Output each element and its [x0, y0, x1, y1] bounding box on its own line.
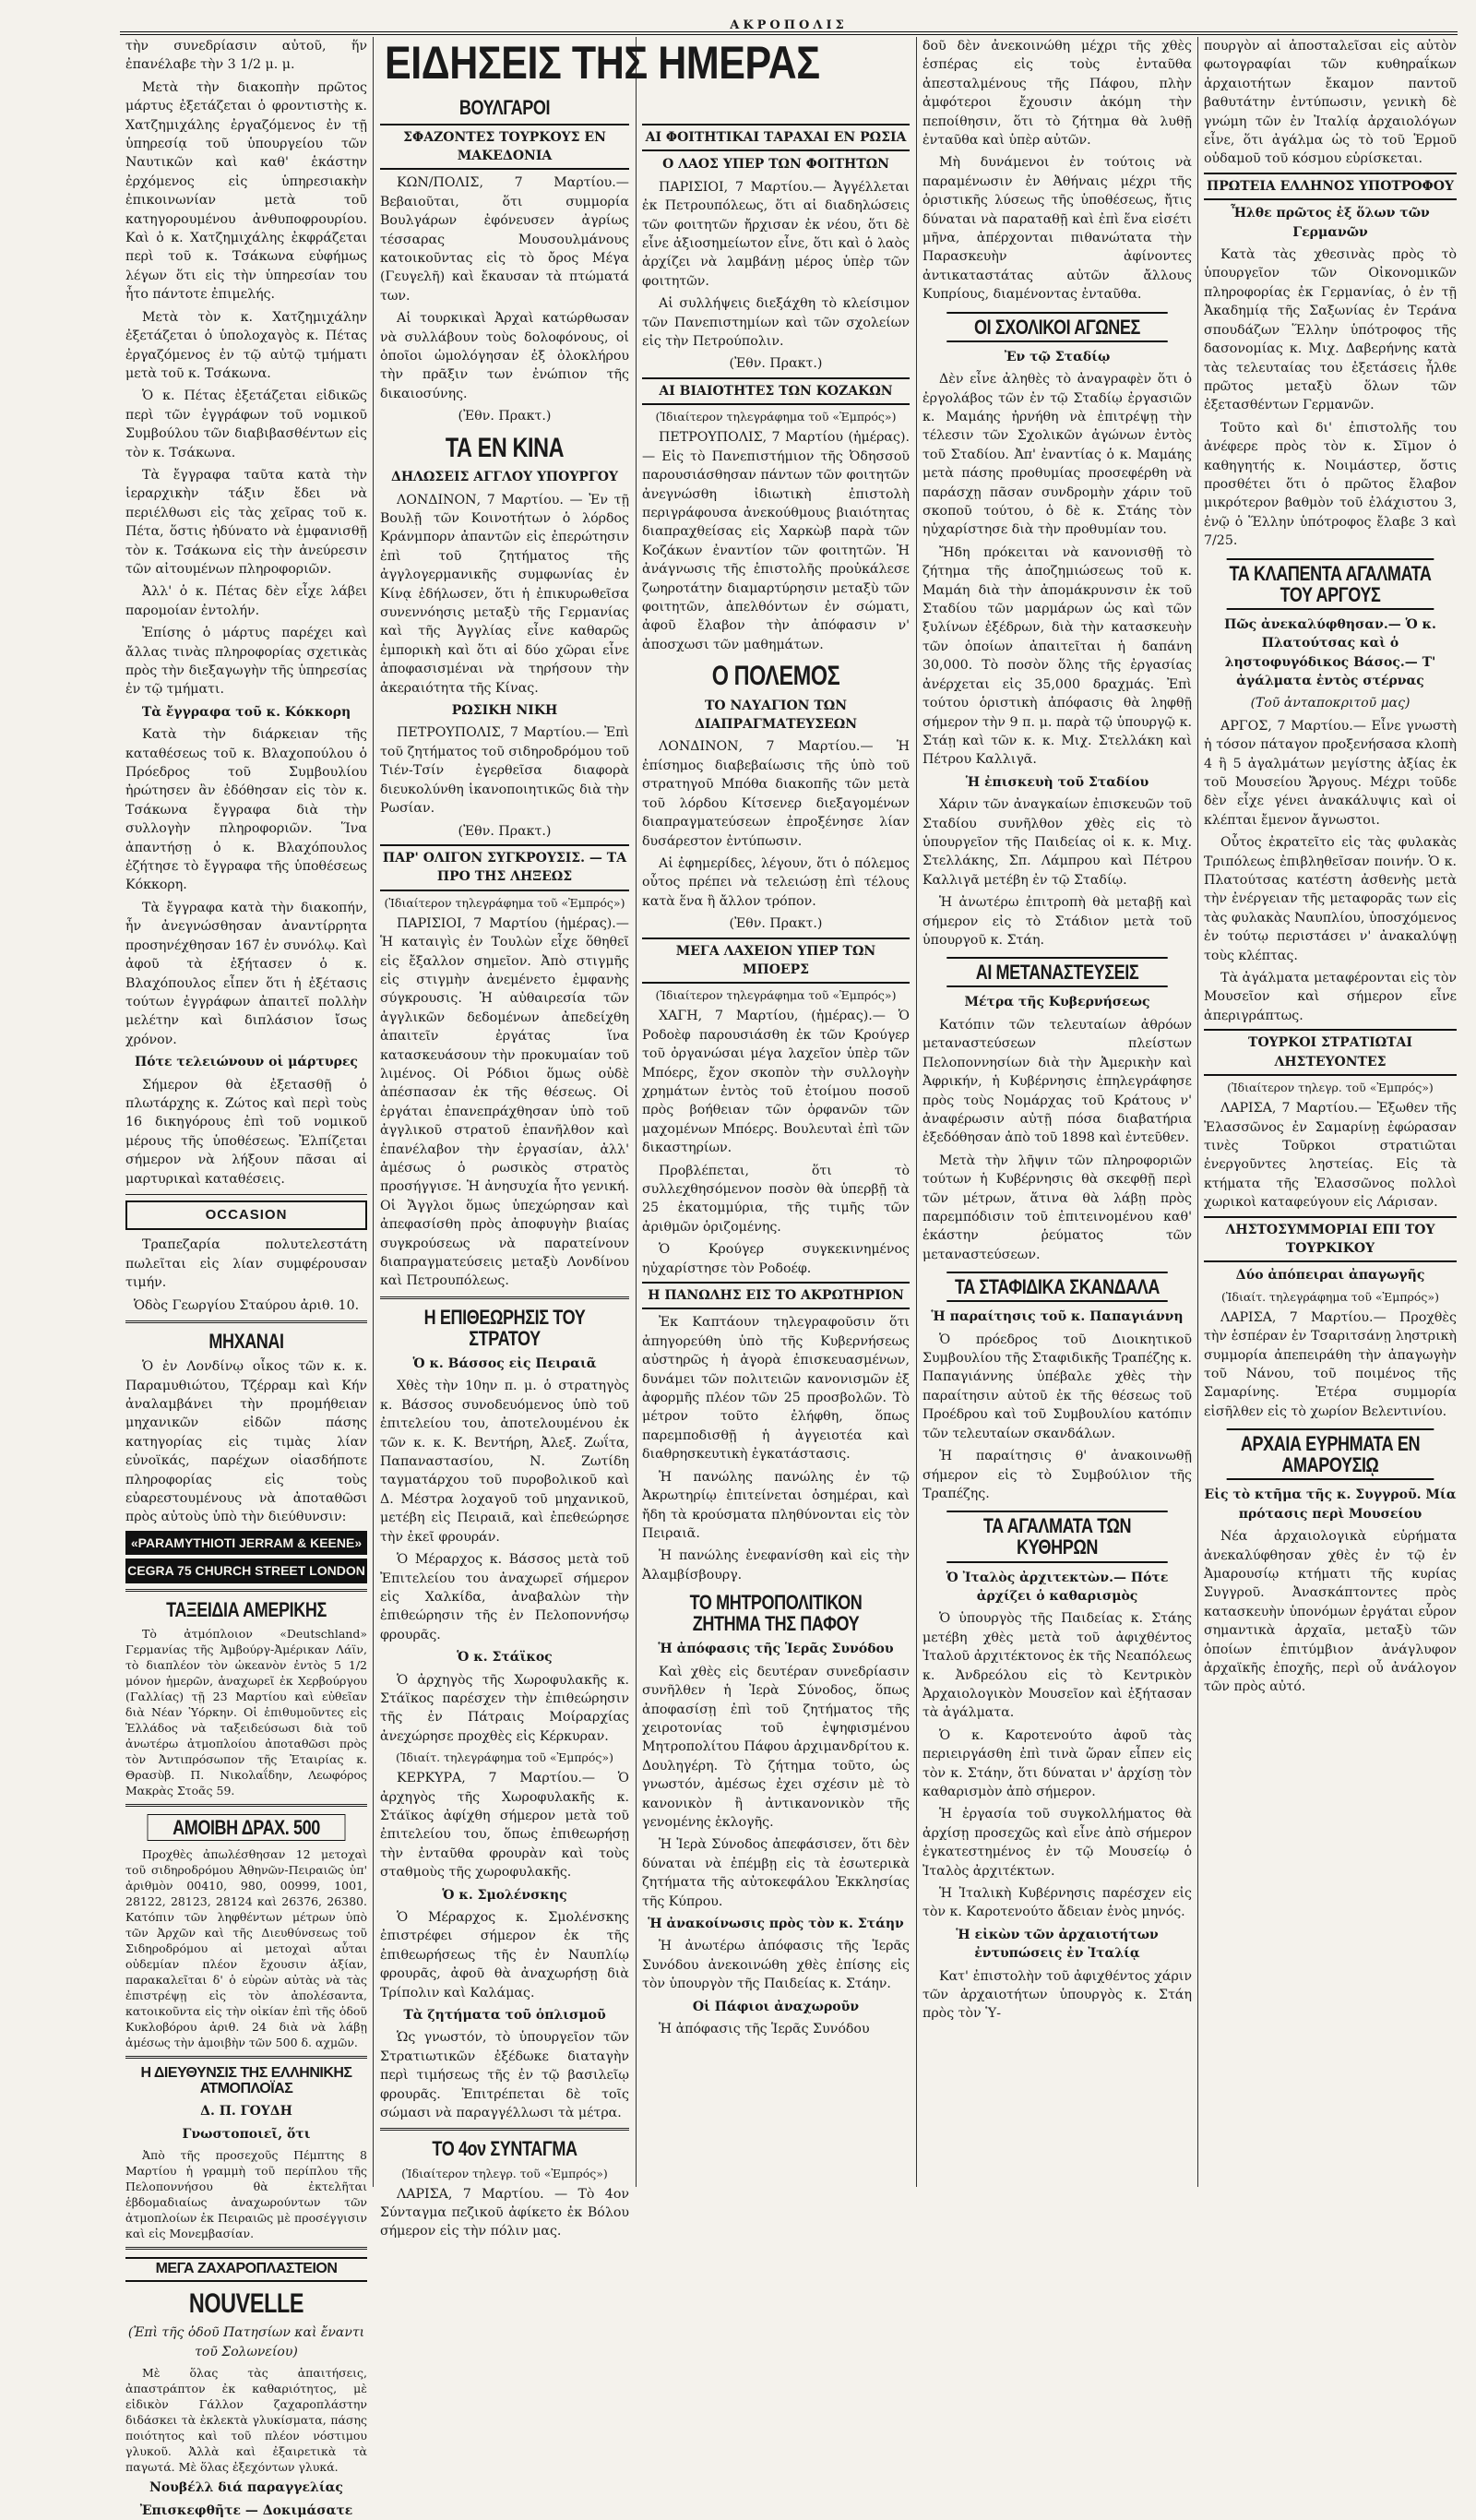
ad-title: OCCASION: [125, 1200, 367, 1230]
source: (Ἰδιαίτ. τηλεγράφημα τοῦ «Ἐμπρός»): [396, 1750, 613, 1765]
source: (Ἰδιαίτερον τηλεγρ. τοῦ «Ἐμπρός»): [401, 2166, 608, 2180]
divider: [380, 2128, 629, 2131]
paragraph: Τὰ ἔγγραφα ταῦτα κατὰ τὴν ἱεραρχικὴν τάξιν ἔδει νὰ περιέλθωσι εἰς τὰς χεῖρας τοῦ κ. Πέτα, ὅστις ἠδύνατο νὰ ἐμφανισθῇ τὸν κ. Τσάκωνα εἰς τὴν ἀνεύρεσιν τῶν αἰτουμένων πληροφοριῶν.: [125, 467, 367, 577]
paragraph: Ἡ πανώλης πανώλης ἐν τῷ Ἀκρωτηρίῳ ἐπιτείνεται ὁσημέραι, καὶ ἤδη τὰ κρούσματα πληθύνονται εἰς τὸν Πειραιᾶ.: [642, 1469, 910, 1541]
paragraph: Χάριν τῶν ἀναγκαίων ἐπισκευῶν τοῦ Σταδίου συνῆλθον χθὲς εἰς τὸ ὑπουργεῖον τῆς Παιδείας οἱ κ. κ. Μιχ. Στελλάκης, Σπ. Λάμπρου καὶ Πέτρου Καλλιγᾶ μετέβη ἐν τῷ Σταδίῳ.: [922, 797, 1192, 888]
column-5: [1204, 37, 1457, 2187]
paragraph: Μὴ δυνάμενοι ἐν τούτοις νὰ παραμένωσιν ἐν Ἀθήναις μέχρι τῆς ὁριστικῆς λύσεως τῆς ὑποθέσεως, ἤτις δύναται νὰ παραταθῇ καὶ ἐπὶ ἕνα εἰσέτι μῆνα, ἀπέρχονται πιθανώτατα τὴν Παρασκευὴν ἀφίνοντες ἀντικαταστάτας αὐτῶν ἄλλους Κυπρίους, διαμένοντας ἐνταῦθα.: [922, 155, 1192, 303]
paragraph: Ὁ κ. Καροτενούτο ἀφοῦ τὰς περιειργάσθη ἐπὶ τινὰ ὥραν εἶπεν εἰς τὸν κ. Στάην, ὅτι δύναται ν' ἀρχίσῃ τὸν καθαρισμὸν ἀπὸ σήμερον.: [922, 1727, 1192, 1799]
headline: ΒΟΥΛΓΑΡΟΙ: [458, 95, 551, 119]
subheadline: ΤΟ ΝΑΥΑΓΙΟΝ ΤΩΝ ΔΙΑΠΡΑΓΜΑΤΕΥΣΕΩΝ: [694, 698, 858, 733]
source: (Ἐθν. Πρακτ.): [458, 823, 552, 839]
headline: ΛΗΣΤΟΣΥΜΜΟΡΙΑΙ ΕΠΙ ΤΟΥ ΤΟΥΡΚΙΚΟΥ: [1204, 1216, 1457, 1263]
subheadline: Ἡ παραίτησις τοῦ κ. Παπαγιάννη: [931, 1309, 1184, 1325]
paragraph: ΛΑΡΙΣΑ, 7 Μαρτίου.— Προχθὲς τὴν ἑσπέραν ἐν Τσαριτσάνῃ ληστρικὴ συμμορία ἀπεπειράθη τὴν ἀπαγωγὴν τοῦ Νάνου, τοῦ ποιμένος τῆς Σαμαρίνης. Ἐτέρα συμμορία εἰσῆλθεν εἰς τὸ χωρίον Βελεντινίου.: [1204, 1309, 1457, 1419]
headline: ΤΑ ΣΤΑΦΙΔΙΚΑ ΣΚΑΝΔΑΛΑ: [946, 1272, 1167, 1302]
source: (Ἐθν. Πρακτ.): [729, 916, 823, 932]
source: (Ἰδιαίτερον τηλεγρ. τοῦ «Ἐμπρός»): [1227, 1081, 1434, 1095]
paragraph: Ἀπὸ τῆς προσεχοῦς Πέμπτης 8 Μαρτίου ἡ γραμμὴ τοῦ περίπλου τῆς Πελοποννήσου θὰ ἐκτελῆται ἑβδομαδιαίως ἀναχωρούντων τῶν ἀτμοπλοίων ἐκ Πειραιῶς μὲ προσέγγισιν καὶ εἰς Μονεμβασίαν.: [125, 2148, 367, 2241]
paragraph: Ἡ πανώλης ἐνεφανίσθη καὶ εἰς τὴν Ἀλαμβίσβουργ.: [642, 1548, 910, 1582]
paragraph: Αἱ ἐφημερίδες, λέγουν, ὅτι ὁ πόλεμος οὗτος πρέπει νὰ τελειώσῃ ἐπὶ τέλους κατὰ ἕνα ἢ ἄλλον τρόπον.: [642, 855, 910, 909]
paragraph: Ἡ Ἰταλικὴ Κυβέρνησις παρέσχεν εἰς τὸν κ. Καροτενούτο ἄδειαν ἑνὸς μηνός.: [922, 1886, 1192, 1920]
ad-subtitle: Δ. Π. ΓΟΥΔΗ: [200, 2104, 292, 2120]
paragraph: ΛΟΝΔΙΝΟΝ, 7 Μαρτίου.— Ἡ ἐπίσημος διαβεβαίωσις τῆς ὑπὸ τοῦ στρατηγοῦ Μπόθα διακοπῆς τῶν μετὰ τοῦ λόρδου Κίτσενερ διεξαγομένων διαπραγματεύσεων ἐπροξένησε λίαν δυσάρεστον ἐντύπωσιν.: [642, 739, 910, 849]
paragraph: Μετὰ τὴν λῆψιν τῶν πληροφοριῶν τούτων ἡ Κυβέρνησις θὰ σκεφθῇ περὶ τῶν μέτρων, ἅτινα θὰ λάβῃ πρὸς παρεμπόδισιν τοῦ ἐπιτεινομένου καθ' ἑκάστην ῥεύματος τῶν μεταναστεύσεων.: [922, 1153, 1192, 1262]
paragraph: Κατὰ τὴν διάρκειαν τῆς καταθέσεως τοῦ κ. Βλαχοπούλου ὁ Πρόεδρος τοῦ Συμβουλίου ἠρώτησεν ἂν ἐδόθησαν εἰς τὸν κ. Τσάκωνα ἔγγραφα διὰ τὴν συλλογὴν πληροφοριῶν. Ἵνα ἀπαντήσῃ ὁ κ. Βλαχόπουλος ἐζήτησε τὸ ἔγγραφα τῆς ὑποθέσεως Κόκκορη.: [125, 727, 367, 893]
paragraph: Μετὰ τὴν διακοπὴν πρῶτος μάρτυς ἐξετάζεται ὁ φροντιστὴς κ. Χατζημιχάλης ἐργαζόμενος ἐν τῇ ὑπηρεσίᾳ τοῦ ὑπουργείου τῶν Ναυτικῶν καὶ καθ' ἑκάστην ἐρχόμενος εἰς ὑπηρεσιακὴν ἐπικοινωνίαν μετὰ τοῦ κατηγορουμένου ἀνθυποφρουρίου. Καὶ ὁ κ. Χατζημιχάλης ἐκφράζεται περὶ τοῦ κ. Τσάκωνα εὐφήμως λέγων ὅτι εἰς τὴν ὑπηρεσίαν του ἦτο πάντοτε ἐπιμελής.: [125, 79, 367, 303]
paragraph: Τὰ ἔγγραφα κατὰ τὴν διακοπήν, ἦν ἀνεγνώσθησαν ἀναντίρρητα προσηνέχθησαν 167 ἐν συνόλῳ. Καὶ ἀφοῦ τὰ ἐξήτασεν ὁ κ. Βλαχόπουλος εἶπεν ὅτι ἡ ἐξέτασις τούτων ἐγγράφων ἀπαιτεῖ πολλὴν μελέτην καὶ διπλάσιον ἴσως χρόνον.: [125, 900, 367, 1047]
headline: ΤΑ ΑΓΑΛΜΑΤΑ ΤΩΝ ΚΥΘΗΡΩΝ: [946, 1511, 1167, 1562]
paragraph: Οὗτος ἐκρατεῖτο εἰς τὰς φυλακὰς Τριπόλεως ἐπιβληθεῖσαν ποινήν. Ὁ κ. Πλατούτσας κατέστη ἀσθενὴς μετὰ τὴν ἐνέργειαν τῆς μεταφορᾶς των εἰς τὰς φυλακὰς Ναυπλίου, ὑποσχόμενος ἐν τούτῳ περιστάσει ν' ἀνακαλύψῃ τοὺς κλέπτας.: [1204, 835, 1457, 963]
subheadline: Τὰ ζητήματα τοῦ ὁπλισμοῦ: [403, 2008, 606, 2024]
column-rule: [1197, 37, 1198, 2187]
paragraph: Μὲ ὅλας τὰς ἀπαιτήσεις, ἀπαστράπτον ἐκ καθαριότητος, μὲ εἰδικὸν Γάλλον ζαχαροπλάστην διδάσκει τὰ ἐκλεκτὰ γλυκίσματα, πάσης ποιότητος καὶ τοῦ πλέον νόστιμου γλυκοῦ. Ἀλλὰ καὶ ἐξαιρετικὰ τὰ παγωτά. Μὲ ὅλας ἐξεχόντων γλυκά.: [125, 2366, 367, 2475]
column-rule: [373, 37, 374, 2187]
ad-footer: Νουβέλλ διά παραγγελίας: [149, 2480, 343, 2496]
divider: [125, 1589, 367, 1592]
paragraph: Τραπεζαρία πολυτελεστάτη πωλεῖται εἰς λίαν συμφέρουσαν τιμήν.: [125, 1237, 367, 1291]
paragraph: ΠΑΡΙΣΙΟΙ, 7 Μαρτίου.— Ἀγγέλλεται ἐκ Πετρουπόλεως, ὅτι αἱ διαδηλώσεις τῶν φοιτητῶν ἤρχισαν ἐκ νέου, ὅτι δὲ εἶνε ἀξιοσημείωτον εἶνε, ὅτι καὶ ὁ λαὸς ἀρχίζει νὰ λαμβάνῃ μέρος ὑπὲρ τῶν φοιτητῶν.: [642, 179, 910, 289]
divider: [380, 1296, 629, 1299]
paragraph: Προβλέπεται, ὅτι τὸ συλλεχθησόμενον ποσὸν θὰ ὑπερβῇ τὰ 25 ἑκατομμύρια, τῆς τιμῆς τῶν ἀριθμῶν ὁριζομένης.: [642, 1163, 910, 1235]
source: (Τοῦ ἀνταποκριτοῦ μας): [1250, 696, 1411, 711]
paragraph: τὴν συνεδρίασιν αὐτοῦ, ἥν ἐπανέλαβε τὴν 3 1/2 μ. μ.: [125, 39, 367, 73]
headline: Ο ΠΟΛΕΜΟΣ: [711, 661, 840, 692]
masthead: ΑΚΡΟΠΟΛΙΣ: [120, 18, 1458, 35]
paragraph: Ἡ ἀπόφασις τῆς Ἱερᾶς Συνόδου: [659, 2022, 870, 2037]
paragraph: Τὰ ἀγάλματα μεταφέρονται εἰς τὸν Μουσεῖον καὶ σήμερον εἶνε ἀπεριγράπτως.: [1204, 971, 1457, 1023]
column-3: [642, 120, 910, 2187]
column-rule: [916, 37, 917, 2187]
ad-footer: Ἐπισκεφθῆτε — Δοκιμάσατε: [139, 2502, 353, 2518]
headline: ΠΑΡ' ΟΛΙΓΟΝ ΣΥΓΚΡΟΥΣΙΣ. — ΤΑ ΠΡΟ ΤΗΣ ΛΗΞΕΩΣ: [380, 844, 629, 891]
subheadline: Εἰς τὸ κτῆμα τῆς κ. Συγγροῦ. Μία πρότασις περὶ Μουσείου: [1204, 1487, 1457, 1522]
subheading: Πότε τελειώνουν οἱ μάρτυρες: [135, 1055, 358, 1070]
divider: [125, 1320, 367, 1323]
paragraph: Ὁ ἀρχηγὸς τῆς Χωροφυλακῆς κ. Στάϊκος παρέσχεν τὴν ἐπιθεώρησιν τῆς ἐν Πάτραις Μοίραρχίας ἀνεχώρησε προχθὲς εἰς Κέρκυραν.: [380, 1672, 629, 1744]
paragraph: Ὁ Μέραρχος κ. Σμολένσκης ἐπιστρέφει σήμερον ἐκ τῆς ἐπιθεωρήσεως τῆς ἐν Ναυπλίῳ φρουρᾶς, ἀφοῦ θὰ ἀναχωρήσῃ διὰ Τρίπολιν καὶ Καλάμας.: [380, 1910, 629, 2000]
paragraph: Ἀλλ' ὁ κ. Πέτας δὲν εἶχε λάβει παρομοίαν ἐντολήν.: [125, 584, 367, 618]
headline: ΤΟ 4ον ΣΥΝΤΑΓΜΑ: [432, 2137, 577, 2161]
paragraph: Κατόπιν τῶν τελευταίων ἀθρόων μεταναστεύσεων πλείστων Πελοποννησίων διὰ τὴν Ἀμερικὴν καὶ Ἀφρικήν, ἡ Κυβέρνησις ἐπηλεγράφησε πρὸς τοὺς Νομάρχας τοῦ Κράτους ν' ἀναφέρωσιν αὐτῇ πόσα διαβατήρια ἐξεδόθησαν ἀπὸ τοῦ 1898 καὶ ἐντεῦθεν.: [922, 1017, 1192, 1146]
paragraph: Ἐπίσης ὁ μάρτυς παρέχει καὶ ἄλλας τινὰς πληροφορίας σχετικὰς πρὸς τὴν διεξαγωγὴν τῆς ὑπηρεσίας ἐν τῷ τμήματι.: [125, 626, 367, 698]
subheadline: Ἡ εἰκὼν τῶν ἀρχαιοτήτων ἐντυπώσεις ἐν Ἰταλίᾳ: [956, 1927, 1159, 1962]
paragraph: ΑΡΓΟΣ, 7 Μαρτίου.— Εἶνε γνωστὴ ἡ τόσον πάταγον προξενήσασα κλοπὴ 4 ἢ 5 ἀγαλμάτων μεγίστης ἀξίας ἐκ τοῦ Μουσείου Ἄργους. Μέχρι τοῦδε δὲν εἶχε γένει ἀνακάλυψις καὶ οἱ κλέπται ἔμενον ἄγνωστοι.: [1204, 718, 1457, 828]
subheadline: Ἡ ἀνακοίνωσις πρὸς τὸν κ. Στάην: [648, 1917, 904, 1931]
ad-brand: NOUVELLE: [188, 2287, 304, 2319]
divider: [125, 2247, 367, 2250]
ad-title: ΑΜΟΙΒΗ ΔΡΑΧ. 500: [148, 1814, 346, 1841]
subheading: Τὰ ἔγγραφα τοῦ κ. Κόκκορη: [141, 704, 351, 720]
paragraph: Ὁ κ. Πέτας ἐξετάζεται εἰδικῶς περὶ τῶν ἐγγράφων τοῦ νομικοῦ Συμβούλου τῶν διαβιβασθέντων εἰς τὸν κ. Τσάκωνα.: [125, 388, 367, 460]
paragraph: ΧΑΓΗ, 7 Μαρτίου, (ἡμέρας).— Ὁ Ροδοὲφ παρουσιάσθη ἐκ τῶν Κρούγερ τοῦ ὀργανώσαι μέγα λαχεῖον ὑπὲρ τῶν Μπόερς, ἔχον σκοπὸν τὴν συλλογὴν χρημάτων ἐντὸς τοῦ ἐτοίμου ποσοῦ πρὸς βοήθειαν τῶν ὀρφανῶν τῶν μαχομένων Μπόερς. Βουλευταὶ ἐπὶ τῶν δικαστηρίων.: [642, 1009, 910, 1156]
subheadline: Ἡ ἀπόφασις τῆς Ἱερᾶς Συνόδου: [658, 1642, 894, 1657]
subheadline: Ὁ κ. Σμολένσκης: [442, 1887, 567, 1903]
subheadline: Μέτρα τῆς Κυβερνήσεως: [964, 995, 1150, 1010]
paragraph: Ἡ Ἱερὰ Σύνοδος ἀπεφάσισεν, ὅτι δὲν δύναται νὰ ἐπέμβῃ εἰς τὰ ἐσωτερικὰ ζητήματα τῆς αὐτοκεφάλου Ἐκκλησίας τῆς Κύπρου.: [642, 1837, 910, 1909]
ad-lead: Γνωστοποιεῖ, ὅτι: [182, 2126, 311, 2142]
subheadline: Ὁ Ἰταλὸς ἀρχιτεκτὼν.— Πότε ἀρχίζει ὁ καθαρισμὸς: [946, 1570, 1169, 1604]
source: (Ἰδιαίτερον τηλεγράφημα τοῦ «Ἐμπρός»): [655, 988, 897, 1003]
paragraph: Δὲν εἶνε ἀληθὲς τὸ ἀναγραφὲν ὅτι ὁ ἐργολάβος τῶν ἐν τῷ Σταδίῳ ἐργασιῶν κ. Μαμάης ἠρνήθη νὰ ἐπιτρέψῃ τὴν τέλεσιν τῶν Σχολικῶν ἀγώνων ἐντὸς τοῦ Σταδίου. Ἀπ' ἐναντίας ὁ κ. Μαμάης μετὰ πάσης προθυμίας προσεφέρθη νὰ παράσχῃ πᾶσαν συνδρομὴν χάριν τοῦ σκοποῦ τούτου, ὁ δὲ κ. Στάης τὸν ηὐχαρίστησε διὰ τὴν προθυμίαν του.: [922, 372, 1192, 538]
paragraph: Τοῦτο καὶ δι' ἐπιστολῆς του ἀνέφερε πρὸς τὸν κ. Σῖμον ὁ καθηγητής κ. Νοιμάστερ, ὅστις προσθέτει ὅτι ὁ πρῶτος ἔλαβον μικρότερον βαθμὸν τοῦ ἐλάχιστου 3, ἐνῷ ὁ Ἕλλην ὑπότροφος ἔλαβε 3 καὶ 7/25.: [1204, 420, 1457, 549]
paragraph: Ἐκ Καπτάουν τηλεγραφοῦσιν ὅτι ἀπηγορεύθη ὑπὸ τῆς Κυβερνήσεως αὐστηρῶς ἡ ἀγορὰ ἐπισκευασμένων, δυνάμει τῶν πολιτειῶν κανονισμῶν ἐξ ἀφορμῆς πλέον τῶν 25 προσβολῶν. Τὸ μέτρον τοῦτο ἐλήφθη, ὅπως παρεμποδισθῇ ἡ ἀγγειοτέα καὶ διαθρησκευτικὴ ἐγκατάστασις.: [642, 1315, 910, 1463]
column-1: [125, 37, 367, 2518]
paragraph: Μετὰ τὸν κ. Χατζημιχάλην ἐξετάζεται ὁ ὑπολοχαγὸς κ. Πέτας ἐργαζόμενος ἐν τῷ αὐτῷ τμήματι μετὰ τοῦ κ. Τσάκωνα.: [125, 309, 367, 381]
paragraph: Αἱ τουρκικαὶ Ἀρχαὶ κατώρθωσαν νὰ συλλάβουν τοὺς δολοφόνους, οἱ ὁποῖοι ὡμολόγησαν ἐξ ὁλοκλήρου τὴν πρᾶξιν των ἐνώπιον τῆς δικαιοσύνης.: [380, 311, 629, 401]
paragraph: ΛΑΡΙΣΑ, 7 Μαρτίου.— Ἐξωθεν τῆς Ἐλασσῶνος ἐν Σαμαρίνῃ ἐφώρασαν τινὲς Τοῦρκοι στρατιῶται ἐνεργοῦντες ληστείας. Εἰς τὰ κτήματα τῆς Ἐλασσῶνος πολλοὶ χωρικοὶ καταφεύγουν εἰς Λάρισαν.: [1204, 1101, 1457, 1211]
ad-title: Η ΔΙΕΥΘΥΝΣΙΣ ΤΗΣ ΕΛΛΗΝΙΚΗΣ ΑΤΜΟΠΛΟΪΑΣ: [140, 2064, 352, 2096]
source: (Ἐθν. Πρακτ.): [729, 356, 823, 372]
subheadline: ΔΗΛΩΣΕΙΣ ΑΓΓΛΟΥ ΥΠΟΥΡΓΟΥ: [390, 470, 619, 485]
column-rule: [636, 37, 637, 2187]
paragraph: Ὁ πρόεδρος τοῦ Διοικητικοῦ Συμβουλίου τῆς Σταφιδικῆς Τραπέζης κ. Παπαγιάννης ὑπέβαλε χθὲς τὴν παραίτησιν αὐτοῦ ἐκ τῆς θέσεως τοῦ Προέδρου καὶ τοῦ Συμβουλίου κατόπιν τῶν τελευταίων σκανδάλων.: [922, 1332, 1192, 1441]
ad-title: ΤΑΞΕΙΔΙΑ ΑΜΕΡΙΚΗΣ: [166, 1597, 327, 1621]
subheadline: Πῶς ἀνεκαλύφθησαν.— Ὁ κ. Πλατούτσας καὶ ὁ ληστοφυγόδικος Βάσος.— Τ' ἀγάλματα ἐντὸς στέρνας: [1224, 616, 1436, 688]
paragraph: Ὁ Κρούγερ συγκεκινημένος ηὐχαρίστησε τὸν Ροδοέφ.: [642, 1242, 910, 1276]
headline: ΑΙ ΦΟΙΤΗΤΙΚΑΙ ΤΑΡΑΧΑΙ ΕΝ ΡΩΣΙΑ: [642, 124, 910, 151]
ad-address: CEGRA 75 CHURCH STREET LONDON: [125, 1559, 367, 1582]
paragraph: Ὁ Μέραρχος κ. Βάσσος μετὰ τοῦ Ἐπιτελείου του ἀναχωρεῖ σήμερον εἰς Χαλκίδα, ἀναβαλὼν τὴν ἐπιθεώρησιν τῆς ἐν Πελοποννήσῳ φρουρᾶς.: [380, 1552, 629, 1642]
source: (Ἰδιαίτ. τηλεγράφημα τοῦ «Ἐμπρός»): [1221, 1289, 1439, 1304]
headline: ΤΟ ΜΗΤΡΟΠΟΛΙΤΙΚΟΝ ΖΗΤΗΜΑ ΤΗΣ ΠΑΦΟΥ: [689, 1591, 863, 1636]
headline: Η ΕΠΙΘΕΩΡΗΣΙΣ ΤΟΥ ΣΤΡΑΤΟΥ: [423, 1305, 586, 1350]
paragraph: Κατ' ἐπιστολὴν τοῦ ἀφιχθέντος χάριν τῶν ἀρχαιοτήτων ὑπουργὸς κ. Στάη πρὸς τὸν Ὑ-: [922, 1968, 1192, 2022]
paragraph: Ὁ ἐν Λονδίνῳ οἶκος τῶν κ. κ. Παραμυθιώτου, Τζέρραμ καὶ Κήν ἀναλαμβάνει τὴν προμήθειαν μηχανικῶν εἰδῶν πάσης κατηγορίας εἰς τιμὰς λίαν εὐνοϊκάς, παρέχων οἱασδήποτε πληροφορίας εἰς τοὺς εὐαρεστουμένους νὰ ἀποταθῶσι πρὸς αὐτοὺς ὑπὸ τὴν διεύθυνσιν:: [125, 1359, 367, 1525]
paragraph: ΠΕΤΡΟΥΠΟΛΙΣ, 7 Μαρτίου (ἡμέρας).— Εἰς τὸ Πανεπιστήμιον τῆς Ὀδησσοῦ παρουσιάσθησαν πάντων τῶν φοιτητῶν ἀνεγνώσθη ἰδιωτικὴ ἐπιστολὴ περιγράφουσα ἀνεκούθμους βιαιότητας διαπραχθείσας εἰς Χαρκὼβ παρὰ τῶν Κοζάκων ἐναντίον τῶν φοιτητῶν. Ἡ ἀνάγνωσις τῆς ἐπιστολῆς προὐκάλεσε ζωηροτάτην διαμαρτύρησιν μεταξὺ τῶν φοιτητῶν, ἀπελθόντων ἐν σώματι, ἀφοῦ ἔλαβον τὴν ἀπόφασιν ν' ἀποσχωσι τῶν μαθημάτων.: [642, 430, 910, 652]
paragraph: Ἡ ἀνωτέρω ἀπόφασις τῆς Ἱερᾶς Συνόδου ἀνεκοινώθη χθὲς ἐπίσης εἰς τὸν ὑπουργὸν τῆς Παιδείας κ. Στάην.: [642, 1939, 910, 1992]
headline: ΑΡΧΑΙΑ ΕΥΡΗΜΑΤΑ ΕΝ ΑΜΑΡΟΥΣΙῼ: [1227, 1428, 1434, 1480]
divider: [125, 1194, 367, 1195]
headline: ΑΙ ΒΙΑΙΟΤΗΤΕΣ ΤΩΝ ΚΟΖΑΚΩΝ: [642, 377, 910, 405]
paragraph: Ἤδη πρόκειται νὰ κανονισθῇ τὸ ζήτημα τῆς ἀποζημιώσεως τοῦ κ. Μαμάη διὰ τὴν ἀπομάκρυνσιν ἐκ τοῦ Σταδίου τῶν μαρμάρων ὡς καὶ τῶν ξυλίνων ἐξέδρων, διὰ τὴν κατασκευὴν τῶν ὁποίων ἀπαιτεῖται ἡ δαπάνη 30,000. Τὸ ποσὸν ὅλης τῆς ἐργασίας ἀνέρχεται εἰς 35,000 δραχμάς. Ἐπὶ τούτου ὁριστικὴ ἀπόφασις θὰ ληφθῇ σήμερον τὴν 9 π. μ. παρὰ τῷ ὑπουργῷ κ. Στάῃ καὶ τῶν κ. κ. Μιχ. Στελλάκη καὶ Πέτρου Καλλιγᾶ.: [922, 544, 1192, 768]
paragraph: Αἱ συλλήψεις διεξάχθη τὸ κλείσιμον τῶν Πανεπιστημίων καὶ τῶν σχολείων εἰς τὴν Πετρούπολιν.: [642, 296, 910, 350]
headline: ΤΑ ΕΝ ΚΙΝΑ: [445, 432, 565, 463]
paragraph: Σήμερον θὰ ἐξετασθῇ ὁ πλωτάρχης κ. Ζώτος καὶ περὶ τοὺς 16 δικηγόρους ἐπὶ τοῦ νομικοῦ μέρους τῆς ὑποθέσεως. Ἐλπίζεται σήμερον νὰ λήξουν πᾶσαι αἱ μαρτυρικαὶ καταθέσεις.: [125, 1077, 367, 1187]
subheadline: Ἐν τῷ Σταδίῳ: [1004, 349, 1111, 364]
paragraph: ΠΑΡΙΣΙΟΙ, 7 Μαρτίου (ἡμέρας).— Ἡ καταιγὶς ἐν Τουλὼν εἶχε ὅθηθεῖ εἰς ἔξαλλον σημεῖον. Ἀπὸ στιγμῆς εἰς στιγμὴν ἀνεμένετο ἐμφανὴς σύγκρουσις. Ἡ αὐθαιρεσία τῶν ἀγγλικῶν δεδομένων ἀπεδείχθη ἀπαιτεῖν ἐργάτας ἵνα κατασκευάσουν τὴν προκυμαίαν τοῦ λιμένος. Οἱ Ρόδιοι ὅμως οὐδὲ ἀπέσπασαν ἐκ τῆς θέσεως. Οἱ ἐργάται ἐπανεπράχθησαν ὑπὸ τοῦ ἀγγλικοῦ στρατοῦ ἐπανῆλθον καὶ ἐπανέλαβον τὴν ἐργασίαν, ἀλλ' ἀμέσως ὁ ρωσικὸς στρατὸς προσήγγισε. Ἡ ἀνησυχία ἦτο γενική. Οἱ Ἄγγλοι ὅμως ὑπεχώρησαν καὶ ἀπεφασίσθη πρὸς ἀποφυγὴν βιαίας συγκρούσεως νὰ παρατείνουν διαπραγματεύσεις μεταξὺ Λονδίνου καὶ Πετρουπόλεως.: [380, 915, 629, 1289]
subheadline: ΣΦΑΖΟΝΤΕΣ ΤΟΥΡΚΟΥΣ ΕΝ ΜΑΚΕΔΟΝΙΑ: [380, 124, 629, 171]
paragraph: ΠΕΤΡΟΥΠΟΛΙΣ, 7 Μαρτίου.— Ἐπὶ τοῦ ζητήματος τοῦ σιδηροδρόμου τοῦ Τιέν-Τσίν ἐγερθεῖσα διαφορὰ διευκολύνθη ἱκανοποιητικῶς διὰ τὴν Ρωσίαν.: [380, 725, 629, 817]
subheadline: Δύο ἀπόπειραι ἀπαγωγῆς: [1235, 1268, 1425, 1284]
ad-subtitle: (Ἐπὶ τῆς ὁδοῦ Πατησίων καὶ ἔναντι τοῦ Σολωνείου): [127, 2325, 365, 2359]
subheadline: Ο ΛΑΟΣ ΥΠΕΡ ΤΩΝ ΦΟΙΤΗΤΩΝ: [662, 157, 889, 173]
subheadline: Οἱ Πάφιοι ἀναχωροῦν: [692, 1999, 860, 2014]
subheadline: Ἦλθε πρῶτος ἐξ ὅλων τῶν Γερμανῶν: [1231, 206, 1430, 240]
headline: ΜΕΓΑ ΛΑΧΕΙΟΝ ΥΠΕΡ ΤΩΝ ΜΠΟΕΡΣ: [642, 938, 910, 985]
headline: ΤΟΥΡΚΟΙ ΣΤΡΑΤΙΩΤΑΙ ΛΗΣΤΕΥΟΝΤΕΣ: [1204, 1029, 1457, 1076]
ad-title: ΜΗΧΑΝΑΙ: [208, 1330, 284, 1353]
ad-address: Ὁδὸς Γεωργίου Σταύρου ἀριθ. 10.: [133, 1297, 360, 1313]
column-4: [922, 37, 1192, 2187]
source: (Ἐθν. Πρακτ.): [458, 409, 552, 424]
paragraph: ΚΩΝ/ΠΟΛΙΣ, 7 Μαρτίου.— Βεβαιοῦται, ὅτι συμμορία Βουλγάρων ἐφόνευσεν ἀγρίως τέσσαρας Μουσουλμάνους κατοικοῦντας εἰς τὸ ὄρος Μέγα (Γευγελῆ) καὶ ἔκαυσαν τὰ πτώματά των.: [380, 175, 629, 304]
source: (Ἰδιαίτερον τηλεγράφημα τοῦ «Ἐμπρός»): [384, 895, 625, 910]
headline: ΤΑ ΚΛΑΠΕΝΤΑ ΑΓΑΛΜΑΤΑ ΤΟΥ ΑΡΓΟΥΣ: [1227, 558, 1434, 610]
subheadline: Ὁ κ. Στάϊκος: [457, 1650, 553, 1666]
paragraph: ΚΕΡΚΥΡΑ, 7 Μαρτίου.— Ὁ ἀρχηγὸς τῆς Χωροφυλακῆς κ. Στάϊκος ἀφίχθη σήμερον μετὰ τοῦ ἐπιτελείου του, ὅπως ἐπιθεωρήσῃ τὴν ἐνταῦθα φρουρὰν καὶ τοὺς σταθμοὺς τῆς χωροφυλακῆς.: [380, 1771, 629, 1881]
headline: Η ΠΑΝΩΛΗΣ ΕΙΣ ΤΟ ΑΚΡΩΤΗΡΙΟΝ: [642, 1282, 910, 1309]
paragraph: Ἡ ἀνωτέρω ἐπιτροπὴ θὰ μεταβῇ καὶ σήμερον εἰς τὸ Στάδιον μετὰ τοῦ ὑπουργοῦ κ. Στάη.: [922, 895, 1192, 948]
divider: [125, 1804, 367, 1807]
paragraph: ΛΟΝΔΙΝΟΝ, 7 Μαρτίου. — Ἐν τῇ Βουλῇ τῶν Κοινοτήτων ὁ λόρδος Κράνμπορν ἀπαντῶν εἰς ἐπερώτησιν ἐπὶ τοῦ ζητήματος τῆς ἀγγλογερμανικῆς συμφωνίας ἐν Κίνᾳ ἐδήλωσεν, ὅτι ἡ ἐπικυρωθεῖσα συνεννόησις μεταξὺ τῆς Γερμανίας καὶ τῆς Ἀγγλίας εἶνε καθαρῶς ἐμπορικὴ καὶ ὅτι αἱ δύο χῶραι εἶνε ἀποφασισμέναι νὰ τηρήσουν τὴν ἀκεραιότητα τῆς Κίνας.: [380, 492, 629, 696]
page-banner: ΕΙΔΗΣΕΙΣ ΤΗΣ ΗΜΕΡΑΣ: [385, 37, 820, 89]
paragraph: Κατὰ τὰς χθεσινὰς πρὸς τὸ ὑπουργεῖον τῶν Οἰκονομικῶν πληροφορίας ἐκ Γερμανίας, ὁ ἐν τῇ Ἀκαδημίᾳ τῆς Σαξωνίας ἐν Τεράνα σπουδάζων Ἕλλην ὑπότροφος τῆς δασονομίας κ. Μιχ. Δαβερήνης κατὰ τὰς τελευταίας του ἐξετάσεις ἦλθε πρῶτος μεταξὺ ὅλων τῶν ἐξετασθέντων Γερμανῶν.: [1204, 247, 1457, 413]
source: (Ἰδιαίτερον τηλεγράφημα τοῦ «Ἐμπρός»): [655, 410, 897, 424]
paragraph: Ὡς γνωστόν, τὸ ὑπουργεῖον τῶν Στρατιωτικῶν ἐξέδωκε διαταγὴν περὶ τιμήσεως τῆς ἐν τῷ βασιλεῖῳ φρουρᾶς. Ἐπιτρέπεται δὲ τοῖς σώμασι νὰ παραγγέλλωσι τὰ μέτρα.: [380, 2030, 629, 2121]
paragraph: Χθὲς τὴν 10ην π. μ. ὁ στρατηγὸς κ. Βάσσος συνοδευόμενος ὑπὸ τοῦ ἐπιτελείου του, ἀποτελουμένου ἐκ τῶν κ. κ. Κ. Βεντήρη, Ἀλεξ. Ζωΐτα, Παπαναστασίου, Ν. Ζωτίδη ταγματάρχου τοῦ πυροβολικοῦ καὶ Δ. Μέστρα λοχαγοῦ τοῦ μηχανικοῦ, μετέβη εἰς Πειραιᾶ, καὶ ἐπεθεώρησε τὴν ἐκεῖ φρουράν.: [380, 1379, 629, 1545]
paragraph: Ἡ ἐργασία τοῦ συγκολλήματος θὰ ἀρχίσῃ προσεχῶς καὶ εἶνε ἀπὸ σήμερον ἐγκατεστημένος ἐν τῷ Μουσείῳ ὁ Ἰταλὸς ἀρχιτέκτων.: [922, 1807, 1192, 1879]
divider: [125, 2056, 367, 2059]
paragraph: δοῦ δὲν ἀνεκοινώθη μέχρι τῆς χθὲς ἑσπέρας εἰς τοὺς ἐνταῦθα ἀπεσταλμένους τῆς Πάφου, πλὴν ἀμφότεροι ἔχουσιν ἀκόμη τὴν πεποίθησιν, ὅτι τὸ ζήτημα θὰ λυθῇ ἐνταῦθα καὶ ὑπὲρ αὐτῶν.: [922, 39, 1192, 149]
ad-address: «PARAMYTHIOTI JERRAM & KEENE»: [125, 1531, 367, 1555]
subheadline: Ἡ ἐπισκευὴ τοῦ Σταδίου: [965, 774, 1149, 790]
paragraph: πουργὸν αἱ ἀποσταλεῖσαι εἰς αὐτὸν φωτογραφίαι τῶν κυθηραΐκων ἀρχαιοτήτων ἔκαμον παντοῦ βαθυτάτην ἐντύπωσιν, γενικὴ δὲ γνώμη τῶν ἐν Ἰταλίᾳ ἀρχαιολόγων εἶνε, ὅτι ἀγάλμα ὡς τὸ τοῦ Ἑρμοῦ οὐδαμοῦ τοῦ κόσμου εὑρίσκεται.: [1204, 39, 1457, 167]
headline: ΑΙ ΜΕΤΑΝΑΣΤΕΥΣΕΙΣ: [946, 957, 1167, 987]
headline: ΠΡΩΤΕΙΑ ΕΛΛΗΝΟΣ ΥΠΟΤΡΟΦΟΥ: [1204, 173, 1457, 200]
paragraph: ΛΑΡΙΣΑ, 7 Μαρτίου. — Τὸ 4ον Σύνταγμα πεζικοῦ ἀφίκετο ἐκ Βόλου σήμερον εἰς τὴν πόλιν μας.: [380, 2186, 629, 2239]
paragraph: Ἡ παραίτησις θ' ἀνακοινωθῇ σήμερον εἰς τὸ Συμβούλιον τῆς Τραπέζης.: [922, 1449, 1192, 1501]
paragraph: Ὁ ὑπουργὸς τῆς Παιδείας κ. Στάης μετέβη χθὲς μετὰ τοῦ ἀφιχθέντος Ἰταλοῦ ἀρχιτέκτονος ἐκ τῆς Νεαπόλεως κ. Ἀνδρεόλου εἰς τὸ Κεντρικὸν Ἀρχαιολογικὸν Μουσεῖον καὶ ἐξήτασαν τὰ ἀγάλματα.: [922, 1611, 1192, 1721]
paragraph: Νέα ἀρχαιολογικὰ εὑρήματα ἀνεκαλύφθησαν χθὲς ἐν τῷ ἐν Ἀμαρουσίῳ κτήματι τῆς κυρίας Συγγροῦ. Ἀνασκάπτοντες πρὸς κατασκευὴν ὑπονόμων ἐργάται εὗρον σημαντικὰ ἀρχαῖα, μεταξὺ τῶν ὁποίων ἐπιτύμβιον ἀνάγλυφον ἀρχαϊκῆς ἐποχῆς, περὶ οὗ ἀνάλογον τῶν πρὸς αὐτό.: [1204, 1529, 1457, 1695]
paragraph: Τὸ ἀτμόπλοιον «Deutschland» Γερμανίας τῆς Ἀμβούργ-Ἀμέρικαν Λάϊν, τὸ διαπλέον τὸν ὠκεανὸν ἐντὸς 5 1/2 μόνον ἡμερῶν, ἀναχωρεῖ ἐκ Χερβούργου (Γαλλίας) τῇ 23 Μαρτίου καὶ εὐθεῖαν διὰ Νέαν Ὑόρκην. Οἱ ἐπιθυμοῦντες εἰς Ἑλλάδος νὰ ταξειδεύσωσι διὰ τοῦ ἀνωτέρω ἀτμοπλοίου ἀποταθῶσι πρὸς τὸν Ἀντιπρόσωπον τῆς Ἑταιρίας κ. Θρασὺβ. Π. Νικολαΐδην, Λεωφόρος Μακρὰς Στοᾶς 59.: [125, 1626, 367, 1797]
headline: ΟΙ ΣΧΟΛΙΚΟΙ ΑΓΩΝΕΣ: [946, 312, 1167, 342]
paragraph: Προχθὲς ἀπωλέσθησαν 12 μετοχαὶ τοῦ σιδηροδρόμου Ἀθηνῶν-Πειραιῶς ὑπ' ἀριθμὸν 00410, 980, 00999, 1001, 28122, 28123, 28124 καὶ 26376, 26380. Κατόπιν τῶν ληφθέντων μέτρων ὑπὸ τῶν Ἀρχῶν καὶ τῆς Διευθύνσεως τοῦ Σιδηροδρόμου αἱ μετοχαὶ αὗται οὐδεμίαν πλέον ἔχουσιν ἀξίαν, παρακαλεῖται δ' ὁ εὑρὼν αὐτὰς νὰ τὰς ἐπιστρέψῃ εἰς τὸν ἀπολέσαντα, κατοικοῦντα εἰς τὴν οἰκίαν ἐπὶ τῆς ὁδοῦ Κυκλοβόρου ἀριθ. 24 διὰ νὰ λάβῃ ἀμέσως τὴν ἀμοιβὴν τῶν 500 δ. αχμῶν.: [125, 1846, 367, 2049]
paragraph: Καὶ χθὲς εἰς δευτέραν συνεδρίασιν συνῆλθεν ἡ Ἱερὰ Σύνοδος, ὅπως ἀποφασίσῃ ἐπὶ τοῦ ζητήματος τῆς χειροτονίας τοῦ ἐψηφισμένου Μητροπολίτου Πάφου ἀρχιμανδρίτου κ. Δουληγέρη. Τὸ ζήτημα τοῦτο, ὡς γνωστόν, ἀμέσως ἐχει σχέσιν μὲ τὸ κανονικὸν ἢ ἀντικανονικὸν τῆς γενομένης ἐκλογῆς.: [642, 1664, 910, 1830]
ad-title: ΜΕΓΑ ΖΑΧΑΡΟΠΛΑΣΤΕΙΟΝ: [125, 2257, 367, 2282]
subheadline: ΡΩΣΙΚΗ ΝΙΚΗ: [451, 703, 558, 719]
subheadline: Ὁ κ. Βάσσος εἰς Πειραιᾶ: [412, 1356, 597, 1372]
